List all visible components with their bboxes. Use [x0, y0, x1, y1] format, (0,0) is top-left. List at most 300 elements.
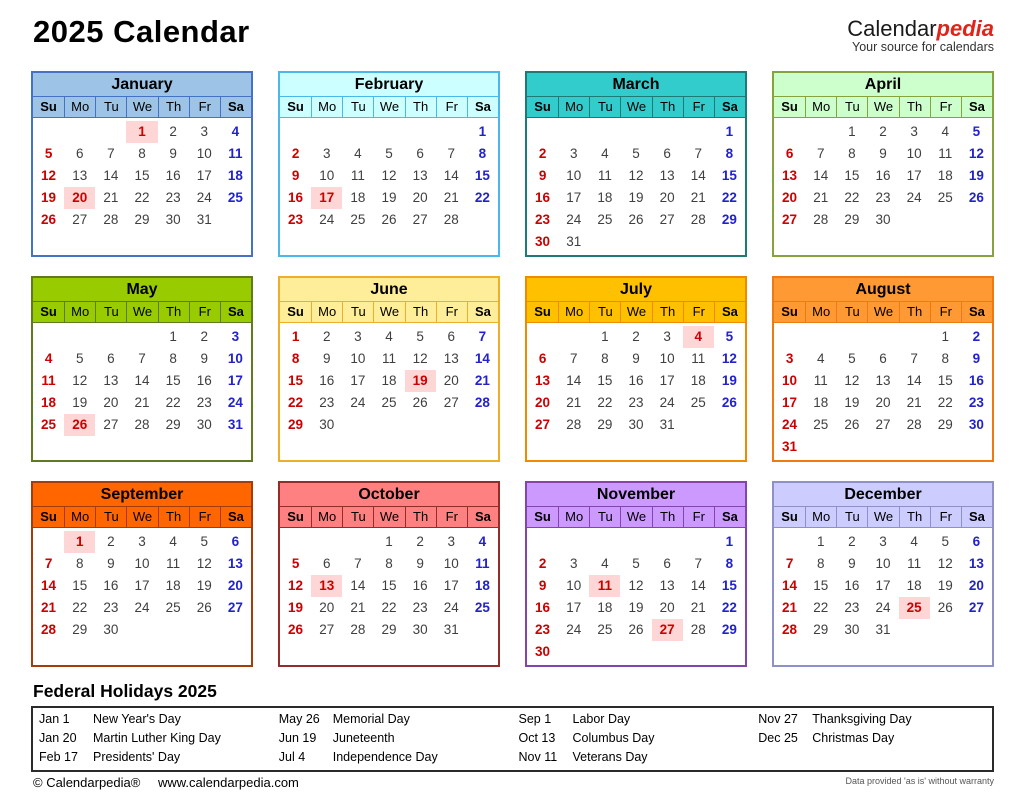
date-cell-empty — [467, 436, 498, 458]
date-cell-february-14: 14 — [443, 168, 459, 183]
date-cell-empty — [126, 619, 157, 641]
day-header-th: Th — [899, 507, 930, 527]
date-cell-october-16: 16 — [412, 578, 428, 593]
date-cell-december-20: 20 — [968, 578, 984, 593]
date-cell-september-20: 20 — [227, 578, 243, 593]
date-cell-december-9: 9 — [848, 556, 856, 571]
date-cell-february-4: 4 — [354, 146, 362, 161]
date-cell-empty — [405, 231, 436, 253]
day-header-we: We — [126, 507, 157, 527]
date-cell-empty — [280, 121, 311, 143]
date-cell-april-3: 3 — [910, 124, 918, 139]
date-cell-may-1: 1 — [169, 329, 177, 344]
date-cell-may-14: 14 — [134, 373, 150, 388]
date-cell-april-26: 26 — [968, 190, 984, 205]
date-cell-june-20: 20 — [443, 373, 459, 388]
date-cell-empty — [683, 436, 714, 458]
date-cell-may-3: 3 — [231, 329, 240, 344]
date-cell-august-8: 8 — [941, 351, 950, 366]
month-calendar-may — [31, 276, 253, 462]
date-cell-december-15: 15 — [813, 578, 829, 593]
date-cell-october-14: 14 — [350, 578, 366, 593]
date-grid — [33, 528, 251, 663]
day-header-sa: Sa — [467, 302, 498, 322]
day-header-tu: Tu — [589, 507, 620, 527]
date-cell-february-8: 8 — [478, 146, 487, 161]
date-cell-december-10: 10 — [875, 556, 891, 571]
date-cell-september-18: 18 — [165, 578, 181, 593]
date-cell-may-20: 20 — [103, 395, 119, 410]
date-cell-july-18: 18 — [690, 373, 706, 388]
date-cell-empty — [33, 121, 64, 143]
date-cell-july-23: 23 — [628, 395, 644, 410]
date-cell-march-25: 25 — [597, 212, 613, 227]
date-cell-february-21: 21 — [443, 190, 459, 205]
date-cell-june-7: 7 — [478, 329, 487, 344]
date-cell-april-10: 10 — [906, 146, 922, 161]
date-cell-empty — [280, 436, 311, 458]
date-cell-empty — [342, 121, 373, 143]
holiday-name: Columbus Day — [572, 731, 655, 745]
day-header-mo: Mo — [64, 507, 95, 527]
disclaimer-text: Data provided 'as is' without warranty — [845, 776, 994, 786]
date-cell-august-3: 3 — [785, 351, 794, 366]
date-cell-november-9: 9 — [538, 578, 547, 593]
calendarpedia-logo — [847, 17, 994, 54]
date-cell-october-6: 6 — [322, 556, 331, 571]
date-cell-empty — [714, 414, 745, 436]
date-cell-empty — [774, 326, 805, 348]
date-cell-april-28: 28 — [813, 212, 829, 227]
date-cell-march-20: 20 — [659, 190, 675, 205]
day-header-tu: Tu — [95, 97, 126, 117]
date-cell-january-10: 10 — [196, 146, 212, 161]
months-grid — [31, 71, 1024, 667]
holidays-table — [31, 706, 994, 772]
month-title-august: August — [774, 278, 992, 302]
date-cell-july-5: 5 — [725, 329, 734, 344]
date-cell-empty — [652, 641, 683, 663]
date-cell-august-7: 7 — [910, 351, 918, 366]
date-cell-empty — [280, 231, 311, 253]
day-header-fr: Fr — [436, 97, 467, 117]
date-cell-january-13: 13 — [72, 168, 88, 183]
date-cell-march-1: 1 — [725, 124, 734, 139]
date-cell-empty — [527, 326, 558, 348]
holiday-name: Presidents' Day — [93, 750, 181, 764]
date-cell-empty — [436, 436, 467, 458]
day-header-su: Su — [287, 304, 304, 319]
date-cell-june-11: 11 — [381, 351, 396, 366]
date-cell-empty — [620, 531, 651, 553]
date-cell-empty — [558, 531, 589, 553]
date-cell-july-28: 28 — [566, 417, 582, 432]
date-cell-january-12: 12 — [41, 168, 57, 183]
date-cell-january-19: 19 — [41, 190, 57, 205]
day-header-su: Su — [40, 509, 57, 524]
date-cell-august-18: 18 — [813, 395, 829, 410]
date-cell-march-31: 31 — [566, 234, 582, 249]
date-cell-november-10: 10 — [566, 578, 582, 593]
date-cell-empty — [652, 436, 683, 458]
date-cell-empty — [930, 231, 961, 253]
date-cell-september-14: 14 — [41, 578, 57, 593]
date-cell-empty — [961, 209, 992, 231]
date-cell-march-15: 15 — [721, 168, 737, 183]
date-cell-november-27: 27 — [652, 619, 683, 641]
date-cell-august-13: 13 — [875, 373, 891, 388]
date-cell-june-2: 2 — [322, 329, 331, 344]
date-cell-august-24: 24 — [782, 417, 798, 432]
date-cell-may-5: 5 — [75, 351, 84, 366]
date-cell-march-13: 13 — [659, 168, 675, 183]
holiday-date: Jan 1 — [39, 712, 70, 726]
date-cell-september-6: 6 — [231, 534, 240, 549]
date-cell-empty — [867, 436, 898, 458]
date-cell-february-16: 16 — [288, 190, 304, 205]
date-cell-february-12: 12 — [381, 168, 397, 183]
date-cell-march-30: 30 — [535, 234, 551, 249]
date-cell-empty — [961, 641, 992, 663]
date-cell-empty — [436, 231, 467, 253]
date-cell-october-15: 15 — [381, 578, 397, 593]
date-cell-august-19: 19 — [844, 395, 860, 410]
date-cell-october-12: 12 — [288, 578, 304, 593]
day-header-row — [33, 97, 251, 118]
month-calendar-november — [525, 481, 747, 667]
date-cell-august-5: 5 — [848, 351, 856, 366]
date-cell-february-5: 5 — [385, 146, 393, 161]
date-cell-july-15: 15 — [597, 373, 613, 388]
date-cell-empty — [95, 121, 126, 143]
date-cell-february-6: 6 — [416, 146, 424, 161]
date-cell-may-23: 23 — [196, 395, 212, 410]
date-cell-september-16: 16 — [103, 578, 119, 593]
date-cell-empty — [683, 531, 714, 553]
day-header-sa: Sa — [961, 507, 992, 527]
date-cell-march-7: 7 — [694, 146, 703, 161]
holiday-date: Jun 19 — [278, 731, 317, 745]
date-cell-empty — [558, 436, 589, 458]
day-header-su: Su — [534, 99, 551, 114]
date-cell-empty — [805, 121, 836, 143]
date-cell-august-23: 23 — [968, 395, 984, 410]
date-cell-november-23: 23 — [535, 622, 551, 637]
date-cell-may-13: 13 — [103, 373, 119, 388]
date-cell-december-13: 13 — [968, 556, 984, 571]
day-header-tu: Tu — [95, 507, 126, 527]
date-cell-december-18: 18 — [906, 578, 922, 593]
date-cell-january-27: 27 — [72, 212, 88, 227]
date-cell-empty — [311, 531, 342, 553]
federal-holidays-section — [31, 681, 994, 772]
day-header-su: Su — [781, 99, 798, 114]
date-cell-may-22: 22 — [165, 395, 181, 410]
day-header-tu: Tu — [342, 97, 373, 117]
date-cell-empty — [930, 436, 961, 458]
day-header-row — [527, 97, 745, 118]
date-cell-july-24: 24 — [659, 395, 675, 410]
day-header-we: We — [373, 302, 404, 322]
date-cell-empty — [961, 619, 992, 641]
date-cell-january-15: 15 — [134, 168, 150, 183]
day-header-mo: Mo — [805, 97, 836, 117]
date-cell-may-28: 28 — [134, 417, 150, 432]
date-cell-june-4: 4 — [385, 329, 393, 344]
date-cell-march-19: 19 — [628, 190, 644, 205]
date-cell-may-29: 29 — [165, 417, 181, 432]
date-cell-september-28: 28 — [41, 622, 57, 637]
month-title-december: December — [774, 483, 992, 507]
date-cell-june-14: 14 — [474, 351, 490, 366]
day-header-th: Th — [652, 97, 683, 117]
date-cell-may-31: 31 — [227, 417, 243, 432]
date-cell-august-1: 1 — [941, 329, 950, 344]
day-header-tu: Tu — [836, 302, 867, 322]
date-cell-empty — [467, 231, 498, 253]
date-cell-empty — [373, 121, 404, 143]
date-cell-july-30: 30 — [628, 417, 644, 432]
day-header-su: Su — [40, 99, 57, 114]
date-cell-empty — [33, 641, 64, 663]
date-cell-empty — [620, 436, 651, 458]
date-cell-november-29: 29 — [721, 622, 737, 637]
date-cell-empty — [899, 209, 930, 231]
month-title-june: June — [280, 278, 498, 302]
day-header-tu: Tu — [342, 507, 373, 527]
date-cell-june-28: 28 — [474, 395, 490, 410]
day-header-sa: Sa — [220, 97, 251, 117]
date-cell-december-8: 8 — [816, 556, 825, 571]
day-header-row — [280, 97, 498, 118]
date-cell-empty — [189, 641, 220, 663]
day-header-su: Su — [781, 509, 798, 524]
date-cell-january-9: 9 — [169, 146, 177, 161]
date-cell-empty — [373, 436, 404, 458]
date-cell-december-2: 2 — [848, 534, 856, 549]
holiday-entry — [273, 748, 513, 767]
date-cell-january-24: 24 — [196, 190, 212, 205]
day-header-we: We — [373, 97, 404, 117]
date-cell-february-23: 23 — [288, 212, 304, 227]
logo-tagline: Your source for calendars — [852, 40, 994, 55]
date-cell-may-19: 19 — [72, 395, 88, 410]
date-cell-empty — [805, 436, 836, 458]
date-cell-september-7: 7 — [44, 556, 53, 571]
date-cell-empty — [620, 641, 651, 663]
date-cell-april-5: 5 — [972, 124, 981, 139]
date-grid — [280, 323, 498, 458]
date-cell-april-4: 4 — [941, 124, 950, 139]
date-cell-november-12: 12 — [628, 578, 644, 593]
date-grid — [33, 118, 251, 253]
date-cell-november-2: 2 — [538, 556, 547, 571]
day-header-row — [280, 302, 498, 323]
date-cell-november-22: 22 — [721, 600, 737, 615]
date-cell-january-20: 20 — [64, 187, 95, 209]
date-cell-may-17: 17 — [227, 373, 243, 388]
date-cell-empty — [774, 121, 805, 143]
date-cell-empty — [64, 326, 95, 348]
date-grid — [280, 528, 498, 663]
date-cell-december-4: 4 — [910, 534, 918, 549]
date-cell-november-30: 30 — [535, 644, 551, 659]
date-cell-december-24: 24 — [875, 600, 891, 615]
date-cell-march-6: 6 — [663, 146, 671, 161]
date-cell-empty — [311, 231, 342, 253]
month-title-february: February — [280, 73, 498, 97]
date-cell-january-23: 23 — [165, 190, 181, 205]
date-grid — [33, 323, 251, 458]
date-cell-may-9: 9 — [200, 351, 209, 366]
date-cell-empty — [899, 436, 930, 458]
date-cell-empty — [467, 641, 498, 663]
date-cell-empty — [714, 436, 745, 458]
date-cell-february-27: 27 — [412, 212, 428, 227]
date-cell-august-20: 20 — [875, 395, 891, 410]
day-header-we: We — [373, 507, 404, 527]
date-cell-september-30: 30 — [103, 622, 119, 637]
date-cell-july-7: 7 — [569, 351, 578, 366]
date-cell-empty — [527, 436, 558, 458]
copyright-text: © Calendarpedia® — [33, 775, 141, 790]
date-cell-empty — [33, 326, 64, 348]
date-cell-october-18: 18 — [474, 578, 490, 593]
date-cell-october-7: 7 — [354, 556, 362, 571]
day-header-su: Su — [534, 304, 551, 319]
date-cell-august-10: 10 — [782, 373, 798, 388]
date-cell-empty — [558, 326, 589, 348]
date-cell-april-8: 8 — [848, 146, 856, 161]
month-calendar-june — [278, 276, 500, 462]
date-cell-august-14: 14 — [906, 373, 922, 388]
date-cell-february-17: 17 — [311, 187, 342, 209]
date-cell-october-13: 13 — [311, 575, 342, 597]
date-cell-february-22: 22 — [474, 190, 490, 205]
day-header-mo: Mo — [311, 507, 342, 527]
date-cell-october-8: 8 — [385, 556, 393, 571]
website-text: www.calendarpedia.com — [157, 775, 299, 790]
page-title: 2025 Calendar — [33, 14, 250, 49]
day-header-th: Th — [158, 302, 189, 322]
month-title-april: April — [774, 73, 992, 97]
date-cell-july-1: 1 — [601, 329, 609, 344]
date-cell-march-12: 12 — [628, 168, 644, 183]
date-cell-april-6: 6 — [785, 146, 794, 161]
date-cell-june-17: 17 — [350, 373, 366, 388]
date-cell-march-5: 5 — [632, 146, 640, 161]
date-cell-october-26: 26 — [288, 622, 304, 637]
date-cell-may-21: 21 — [134, 395, 150, 410]
footer — [0, 772, 1024, 790]
holiday-date: Sep 1 — [518, 712, 552, 726]
date-cell-february-19: 19 — [381, 190, 397, 205]
date-cell-november-26: 26 — [628, 622, 644, 637]
date-cell-june-30: 30 — [319, 417, 335, 432]
date-cell-april-14: 14 — [813, 168, 829, 183]
date-cell-december-7: 7 — [785, 556, 794, 571]
date-cell-july-27: 27 — [535, 417, 551, 432]
date-cell-august-22: 22 — [937, 395, 953, 410]
date-cell-february-15: 15 — [474, 168, 490, 183]
date-cell-october-30: 30 — [412, 622, 428, 637]
date-cell-april-11: 11 — [938, 146, 953, 161]
date-cell-empty — [527, 121, 558, 143]
date-grid — [527, 323, 745, 458]
date-cell-august-28: 28 — [906, 417, 922, 432]
date-cell-empty — [467, 414, 498, 436]
date-cell-december-23: 23 — [844, 600, 860, 615]
date-cell-june-3: 3 — [354, 329, 362, 344]
day-header-mo: Mo — [558, 97, 589, 117]
date-cell-empty — [220, 231, 251, 253]
date-cell-may-12: 12 — [72, 373, 88, 388]
date-cell-february-7: 7 — [447, 146, 456, 161]
day-header-row — [280, 507, 498, 528]
date-cell-september-11: 11 — [166, 556, 181, 571]
date-cell-empty — [64, 436, 95, 458]
date-cell-empty — [930, 619, 961, 641]
day-header-sa: Sa — [467, 507, 498, 527]
date-cell-april-23: 23 — [875, 190, 891, 205]
date-cell-march-23: 23 — [535, 212, 551, 227]
date-cell-february-1: 1 — [478, 124, 487, 139]
day-header-fr: Fr — [189, 507, 220, 527]
date-cell-empty — [805, 641, 836, 663]
day-header-we: We — [620, 302, 651, 322]
date-cell-june-25: 25 — [381, 395, 397, 410]
date-cell-august-6: 6 — [879, 351, 887, 366]
date-cell-august-16: 16 — [968, 373, 984, 388]
date-cell-november-25: 25 — [597, 622, 613, 637]
date-cell-november-8: 8 — [725, 556, 734, 571]
date-cell-july-13: 13 — [535, 373, 551, 388]
month-title-january: January — [33, 73, 251, 97]
day-header-we: We — [867, 302, 898, 322]
date-cell-december-25: 25 — [899, 597, 930, 619]
date-cell-august-17: 17 — [782, 395, 798, 410]
date-cell-october-21: 21 — [350, 600, 366, 615]
date-cell-september-15: 15 — [72, 578, 88, 593]
date-cell-empty — [126, 326, 157, 348]
day-header-row — [527, 302, 745, 323]
date-cell-empty — [158, 641, 189, 663]
date-cell-empty — [683, 414, 714, 436]
date-cell-december-21: 21 — [782, 600, 798, 615]
day-header-sa: Sa — [220, 302, 251, 322]
date-cell-empty — [436, 414, 467, 436]
date-cell-december-1: 1 — [816, 534, 825, 549]
date-cell-empty — [774, 531, 805, 553]
date-cell-june-15: 15 — [288, 373, 304, 388]
date-cell-june-23: 23 — [319, 395, 335, 410]
date-cell-january-21: 21 — [103, 190, 119, 205]
date-cell-august-30: 30 — [968, 417, 984, 432]
date-cell-november-14: 14 — [690, 578, 706, 593]
date-cell-january-4: 4 — [231, 124, 240, 139]
date-cell-april-24: 24 — [906, 190, 922, 205]
date-cell-january-8: 8 — [138, 146, 146, 161]
day-header-tu: Tu — [589, 302, 620, 322]
date-cell-january-25: 25 — [227, 190, 243, 205]
date-cell-august-26: 26 — [844, 417, 860, 432]
date-cell-empty — [126, 641, 157, 663]
date-cell-december-11: 11 — [907, 556, 922, 571]
date-cell-november-5: 5 — [632, 556, 640, 571]
day-header-fr: Fr — [930, 507, 961, 527]
day-header-row — [33, 302, 251, 323]
holiday-entry — [513, 710, 753, 729]
